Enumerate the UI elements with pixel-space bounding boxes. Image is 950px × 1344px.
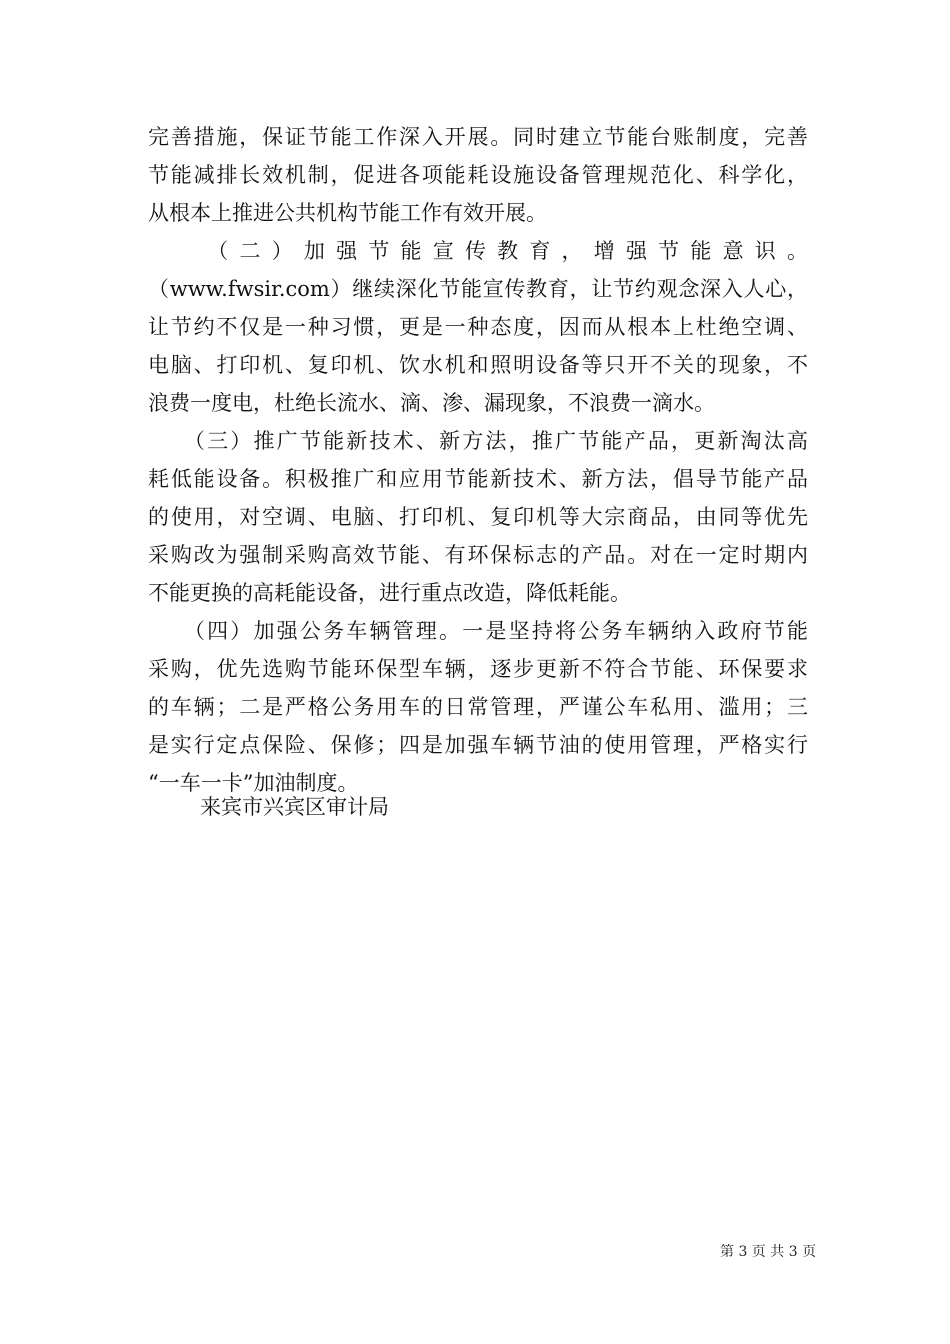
page-number: 第 3 页 共 3 页: [720, 1244, 817, 1260]
text-line: 是实行定点保险、保修；四是加强车辆节油的使用管理，严格实行: [148, 733, 808, 757]
text-line: 从根本上推进公共机构节能工作有效开展。: [148, 201, 547, 225]
text-line: 采购改为强制采购高效节能、有环保标志的产品。对在一定时期内: [148, 543, 808, 567]
text-line: 耗低能设备。积极推广和应用节能新技术、新方法，倡导节能产品: [148, 467, 808, 491]
text-line: 的使用，对空调、电脑、打印机、复印机等大宗商品，由同等优先: [148, 505, 808, 529]
section-heading-4: （四）加强公务车辆管理。一是坚持将公务车辆纳入政府节能: [148, 619, 808, 643]
text-line: （www.fwsir.com）继续深化节能宣传教育，让节约观念深入人心，: [148, 277, 808, 301]
text-line: 浪费一度电，杜绝长流水、滴、渗、漏现象，不浪费一滴水。: [148, 391, 715, 415]
text-line: 电脑、打印机、复印机、饮水机和照明设备等只开不关的现象，不: [148, 353, 808, 377]
signature-organization: 来宾市兴宾区审计局: [200, 795, 389, 819]
text-line: 采购，优先选购节能环保型车辆，逐步更新不符合节能、环保要求: [148, 657, 808, 681]
text-line: 的车辆；二是严格公务用车的日常管理，严谨公车私用、滥用；三: [148, 695, 808, 719]
section-heading-3: （三）推广节能新技术、新方法，推广节能产品，更新淘汰高: [148, 429, 808, 453]
text-line: 让节约不仅是一种习惯，更是一种态度，因而从根本上杜绝空调、: [148, 315, 808, 339]
section-heading-2: （ 二 ） 加 强 节 能 宣 传 教 育 ， 增 强 节 能 意 识 。: [148, 239, 808, 263]
text-line: “一车一卡”加油制度。: [148, 771, 359, 795]
text-line: 不能更换的高耗能设备，进行重点改造，降低耗能。: [148, 581, 631, 605]
text-line: 完善措施，保证节能工作深入开展。同时建立节能台账制度，完善: [148, 125, 808, 149]
text-line: 节能减排长效机制，促进各项能耗设施设备管理规范化、科学化，: [148, 163, 808, 187]
body-text: [148, 118, 808, 802]
